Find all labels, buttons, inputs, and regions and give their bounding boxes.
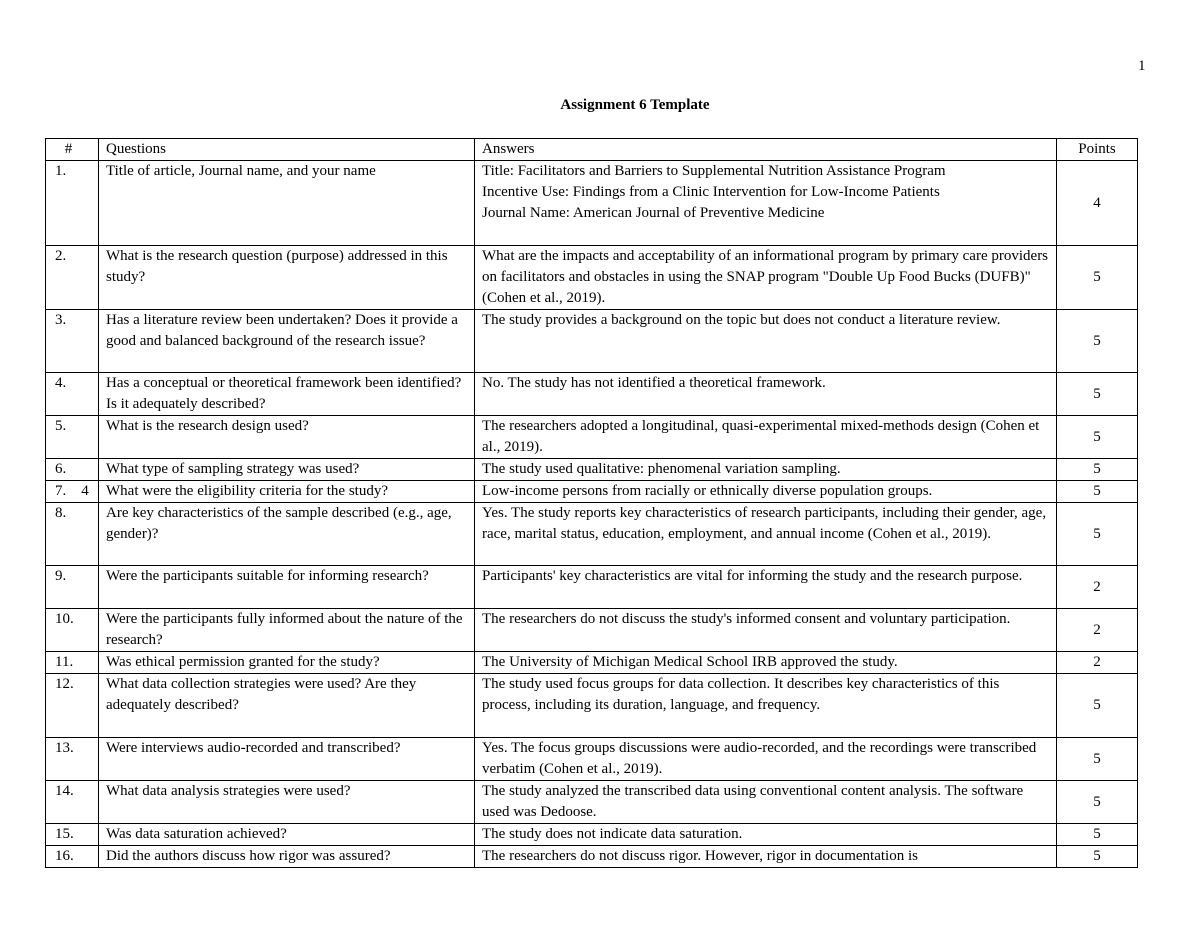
row-points: 5 bbox=[1057, 373, 1138, 416]
table-row bbox=[46, 824, 1138, 846]
row-answer: The researchers do not discuss rigor. However, rigor in documentation is bbox=[475, 846, 1057, 868]
header-points: Points bbox=[1057, 139, 1138, 161]
row-points: 5 bbox=[1057, 824, 1138, 846]
row-question: Title of article, Journal name, and your name bbox=[99, 161, 475, 246]
table-row bbox=[46, 161, 1138, 246]
table-header-row bbox=[46, 139, 1138, 161]
row-points: 5 bbox=[1057, 781, 1138, 824]
row-number: 9. bbox=[46, 566, 99, 609]
answer-line: Incentive Use: Findings from a Clinic Intervention for Low-Income Patients bbox=[482, 184, 940, 200]
row-points: 4 bbox=[1057, 161, 1138, 246]
row-number: 4. bbox=[46, 373, 99, 416]
row-question: What data collection strategies were used? Are they adequately described? bbox=[99, 674, 475, 738]
table-row bbox=[46, 674, 1138, 738]
row-number: 14. bbox=[46, 781, 99, 824]
row-answer: Yes. The focus groups discussions were audio-recorded, and the recordings were transcribed verbatim (Cohen et al., 2019). bbox=[475, 738, 1057, 781]
table-row bbox=[46, 503, 1138, 566]
row-question: Has a conceptual or theoretical framework been identified? Is it adequately described? bbox=[99, 373, 475, 416]
row-points: 2 bbox=[1057, 566, 1138, 609]
row-question: Were the participants suitable for informing research? bbox=[99, 566, 475, 609]
assignment-table bbox=[45, 138, 1138, 868]
table-row bbox=[46, 310, 1138, 373]
row-number: 15. bbox=[46, 824, 99, 846]
row-answer: What are the impacts and acceptability of an informational program by primary care providers on facilitators and obstacles in using the SNAP program "Double Up Food Bucks (DUFB)" (Cohen et al., 2019). bbox=[475, 246, 1057, 310]
table-row bbox=[46, 246, 1138, 310]
row-number: 8. bbox=[46, 503, 99, 566]
row-question: Were interviews audio-recorded and transcribed? bbox=[99, 738, 475, 781]
page-number: 1 bbox=[1138, 58, 1146, 74]
row-points: 2 bbox=[1057, 652, 1138, 674]
row-question: Did the authors discuss how rigor was assured? bbox=[99, 846, 475, 868]
row-answer: No. The study has not identified a theoretical framework. bbox=[475, 373, 1057, 416]
row-answer: The University of Michigan Medical School IRB approved the study. bbox=[475, 652, 1057, 674]
answer-line: Journal Name: American Journal of Preventive Medicine bbox=[482, 205, 825, 221]
row-question: Was data saturation achieved? bbox=[99, 824, 475, 846]
row-number: 5. bbox=[46, 416, 99, 459]
table-row bbox=[46, 566, 1138, 609]
document-title: Assignment 6 Template bbox=[560, 97, 710, 113]
row-points: 5 bbox=[1057, 246, 1138, 310]
row-answer: Participants' key characteristics are vital for informing the study and the research purpose. bbox=[475, 566, 1057, 609]
row-points: 5 bbox=[1057, 738, 1138, 781]
row-number: 11. bbox=[46, 652, 99, 674]
row-question: What data analysis strategies were used? bbox=[99, 781, 475, 824]
row-answer: The researchers adopted a longitudinal, quasi-experimental mixed-methods design (Cohen et al., 2019). bbox=[475, 416, 1057, 459]
header-number: # bbox=[46, 139, 99, 161]
row-points: 5 bbox=[1057, 481, 1138, 503]
table-row bbox=[46, 416, 1138, 459]
row-number: 13. bbox=[46, 738, 99, 781]
row-number: 7. 4 bbox=[46, 481, 99, 503]
row-number: 1. bbox=[46, 161, 99, 246]
header-questions: Questions bbox=[99, 139, 475, 161]
row-points: 2 bbox=[1057, 609, 1138, 652]
row-points: 5 bbox=[1057, 310, 1138, 373]
table-row bbox=[46, 373, 1138, 416]
table-row bbox=[46, 609, 1138, 652]
answer-line: Title: Facilitators and Barriers to Supplemental Nutrition Assistance Program bbox=[482, 163, 946, 179]
table-row bbox=[46, 652, 1138, 674]
row-points: 5 bbox=[1057, 503, 1138, 566]
row-answer bbox=[475, 161, 1057, 246]
table-row bbox=[46, 738, 1138, 781]
row-question: What type of sampling strategy was used? bbox=[99, 459, 475, 481]
row-points: 5 bbox=[1057, 459, 1138, 481]
row-points: 5 bbox=[1057, 846, 1138, 868]
row-number: 10. bbox=[46, 609, 99, 652]
table-row bbox=[46, 459, 1138, 481]
row-points: 5 bbox=[1057, 416, 1138, 459]
row-points: 5 bbox=[1057, 674, 1138, 738]
row-question: What were the eligibility criteria for the study? bbox=[99, 481, 475, 503]
table-row bbox=[46, 781, 1138, 824]
row-answer: The study used qualitative: phenomenal variation sampling. bbox=[475, 459, 1057, 481]
header-answers: Answers bbox=[475, 139, 1057, 161]
row-question: Were the participants fully informed about the nature of the research? bbox=[99, 609, 475, 652]
row-number: 3. bbox=[46, 310, 99, 373]
row-answer: The study analyzed the transcribed data using conventional content analysis. The software used was Dedoose. bbox=[475, 781, 1057, 824]
row-answer: The researchers do not discuss the study's informed consent and voluntary participation. bbox=[475, 609, 1057, 652]
row-question: What is the research design used? bbox=[99, 416, 475, 459]
row-question: Are key characteristics of the sample described (e.g., age, gender)? bbox=[99, 503, 475, 566]
row-answer: The study provides a background on the topic but does not conduct a literature review. bbox=[475, 310, 1057, 373]
row-answer: Yes. The study reports key characteristics of research participants, including their gender, age, race, marital status, education, employment, and annual income (Cohen et al., 2019). bbox=[475, 503, 1057, 566]
row-answer: The study does not indicate data saturation. bbox=[475, 824, 1057, 846]
row-answer: Low-income persons from racially or ethnically diverse population groups. bbox=[475, 481, 1057, 503]
table-row bbox=[46, 846, 1138, 868]
row-answer: The study used focus groups for data collection. It describes key characteristics of this process, including its duration, language, and frequency. bbox=[475, 674, 1057, 738]
row-number: 6. bbox=[46, 459, 99, 481]
row-number: 12. bbox=[46, 674, 99, 738]
table-row bbox=[46, 481, 1138, 503]
row-number: 16. bbox=[46, 846, 99, 868]
row-question: Has a literature review been undertaken? Does it provide a good and balanced background of the research issue? bbox=[99, 310, 475, 373]
row-question: What is the research question (purpose) addressed in this study? bbox=[99, 246, 475, 310]
row-question: Was ethical permission granted for the study? bbox=[99, 652, 475, 674]
row-number: 2. bbox=[46, 246, 99, 310]
